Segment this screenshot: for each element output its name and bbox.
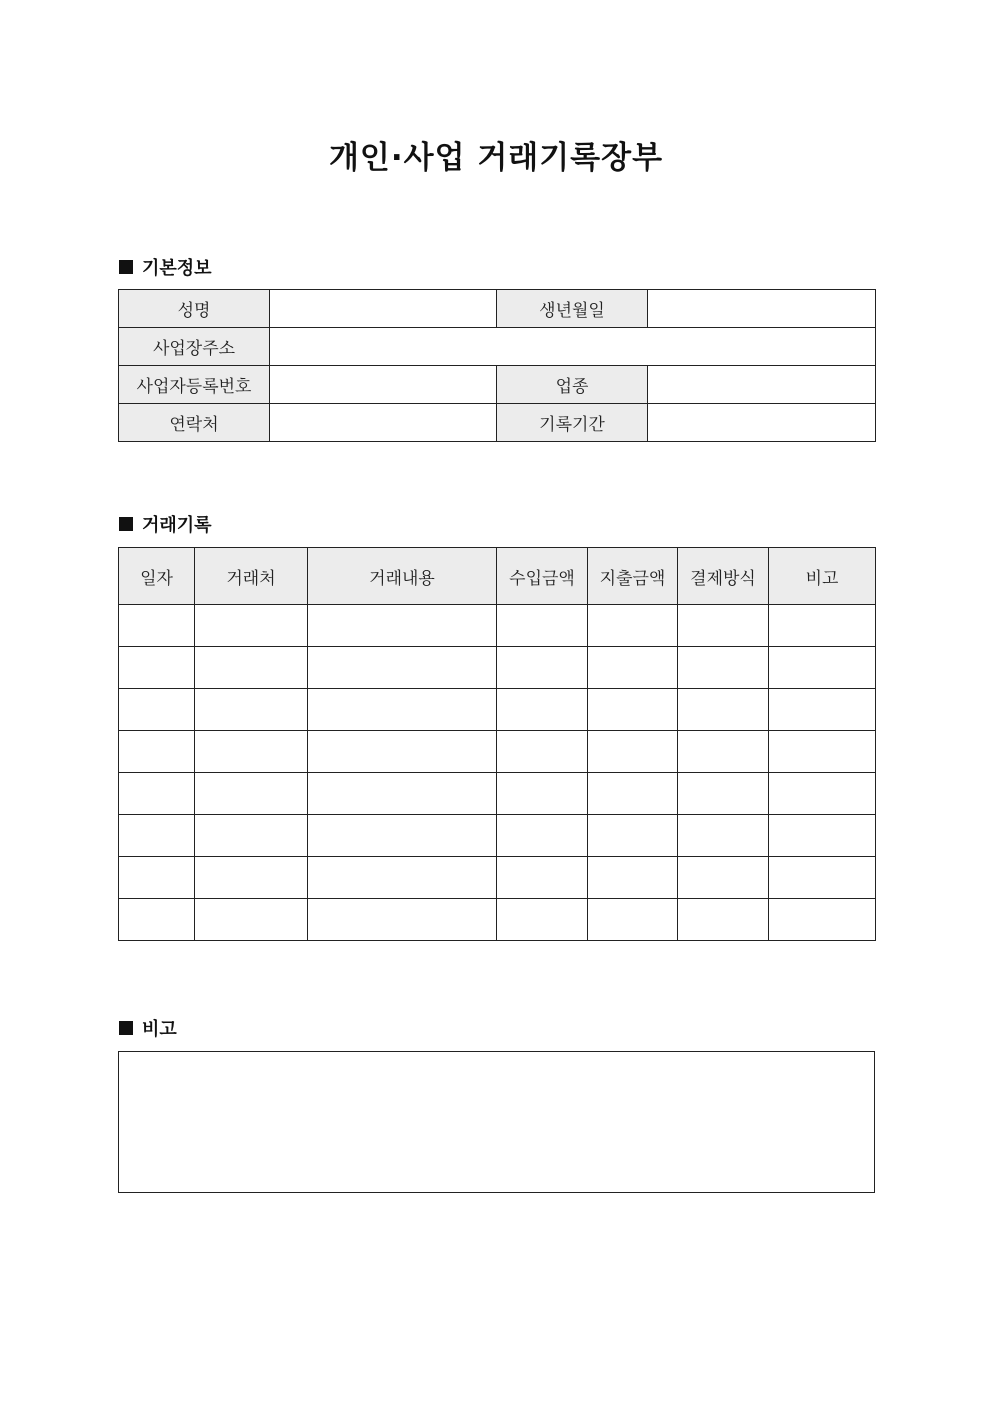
table-row	[119, 689, 876, 731]
info-row-registration	[119, 366, 876, 404]
industry-label: 업종	[497, 366, 648, 404]
name-field[interactable]	[270, 290, 497, 328]
date-cell[interactable]	[119, 815, 195, 857]
table-row	[119, 899, 876, 941]
counterparty-cell[interactable]	[195, 731, 308, 773]
industry-field[interactable]	[648, 366, 876, 404]
info-row-address	[119, 328, 876, 366]
payment-method-cell[interactable]	[678, 857, 769, 899]
column-header-date: 일자	[119, 548, 195, 605]
payment-method-cell[interactable]	[678, 773, 769, 815]
note-cell[interactable]	[769, 647, 876, 689]
remarks-heading-label: 비고	[142, 1019, 177, 1040]
transactions-heading	[119, 511, 212, 537]
income-cell[interactable]	[497, 689, 588, 731]
business-reg-number-field[interactable]	[270, 366, 497, 404]
description-cell[interactable]	[308, 857, 497, 899]
expense-cell[interactable]	[588, 773, 678, 815]
page-title: 개인·사업 거래기록장부	[328, 140, 664, 176]
income-cell[interactable]	[497, 815, 588, 857]
note-cell[interactable]	[769, 689, 876, 731]
counterparty-cell[interactable]	[195, 857, 308, 899]
contact-field[interactable]	[270, 404, 497, 442]
payment-method-cell[interactable]	[678, 647, 769, 689]
column-header-payment-method: 결제방식	[678, 548, 769, 605]
table-row	[119, 773, 876, 815]
counterparty-cell[interactable]	[195, 815, 308, 857]
date-cell[interactable]	[119, 857, 195, 899]
business-address-field[interactable]	[270, 328, 876, 366]
table-row	[119, 731, 876, 773]
counterparty-cell[interactable]	[195, 605, 308, 647]
info-row-contact	[119, 404, 876, 442]
table-row	[119, 605, 876, 647]
expense-cell[interactable]	[588, 689, 678, 731]
table-row	[119, 857, 876, 899]
payment-method-cell[interactable]	[678, 689, 769, 731]
record-period-label: 기록기간	[497, 404, 648, 442]
table-row	[119, 815, 876, 857]
contact-label: 연락처	[119, 404, 270, 442]
income-cell[interactable]	[497, 605, 588, 647]
basic-info-heading-label: 기본정보	[142, 258, 212, 279]
note-cell[interactable]	[769, 899, 876, 941]
birth-date-field[interactable]	[648, 290, 876, 328]
note-cell[interactable]	[769, 773, 876, 815]
date-cell[interactable]	[119, 689, 195, 731]
date-cell[interactable]	[119, 647, 195, 689]
black-square-icon	[119, 517, 133, 531]
income-cell[interactable]	[497, 857, 588, 899]
basic-info-table	[118, 289, 876, 442]
income-cell[interactable]	[497, 773, 588, 815]
income-cell[interactable]	[497, 899, 588, 941]
note-cell[interactable]	[769, 731, 876, 773]
transactions-heading-label: 거래기록	[142, 515, 212, 536]
date-cell[interactable]	[119, 773, 195, 815]
description-cell[interactable]	[308, 605, 497, 647]
name-label: 성명	[119, 290, 270, 328]
remarks-field[interactable]	[118, 1051, 875, 1193]
business-reg-number-label: 사업자등록번호	[119, 366, 270, 404]
black-square-icon	[119, 260, 133, 274]
payment-method-cell[interactable]	[678, 815, 769, 857]
expense-cell[interactable]	[588, 857, 678, 899]
income-cell[interactable]	[497, 647, 588, 689]
expense-cell[interactable]	[588, 647, 678, 689]
description-cell[interactable]	[308, 815, 497, 857]
description-cell[interactable]	[308, 647, 497, 689]
column-header-counterparty: 거래처	[195, 548, 308, 605]
description-cell[interactable]	[308, 899, 497, 941]
column-header-income: 수입금액	[497, 548, 588, 605]
counterparty-cell[interactable]	[195, 773, 308, 815]
description-cell[interactable]	[308, 731, 497, 773]
transactions-header-row	[119, 548, 876, 605]
transactions-table	[118, 547, 876, 941]
description-cell[interactable]	[308, 773, 497, 815]
date-cell[interactable]	[119, 605, 195, 647]
business-address-label: 사업장주소	[119, 328, 270, 366]
basic-info-heading	[119, 254, 212, 280]
note-cell[interactable]	[769, 857, 876, 899]
column-header-description: 거래내용	[308, 548, 497, 605]
note-cell[interactable]	[769, 815, 876, 857]
date-cell[interactable]	[119, 899, 195, 941]
birth-date-label: 생년월일	[497, 290, 648, 328]
payment-method-cell[interactable]	[678, 899, 769, 941]
date-cell[interactable]	[119, 731, 195, 773]
note-cell[interactable]	[769, 605, 876, 647]
remarks-heading	[119, 1015, 177, 1041]
payment-method-cell[interactable]	[678, 731, 769, 773]
counterparty-cell[interactable]	[195, 899, 308, 941]
column-header-note: 비고	[769, 548, 876, 605]
table-row	[119, 647, 876, 689]
expense-cell[interactable]	[588, 815, 678, 857]
record-period-field[interactable]	[648, 404, 876, 442]
payment-method-cell[interactable]	[678, 605, 769, 647]
expense-cell[interactable]	[588, 605, 678, 647]
info-row-name	[119, 290, 876, 328]
counterparty-cell[interactable]	[195, 689, 308, 731]
column-header-expense: 지출금액	[588, 548, 678, 605]
expense-cell[interactable]	[588, 899, 678, 941]
black-square-icon	[119, 1021, 133, 1035]
expense-cell[interactable]	[588, 731, 678, 773]
counterparty-cell[interactable]	[195, 647, 308, 689]
description-cell[interactable]	[308, 689, 497, 731]
income-cell[interactable]	[497, 731, 588, 773]
